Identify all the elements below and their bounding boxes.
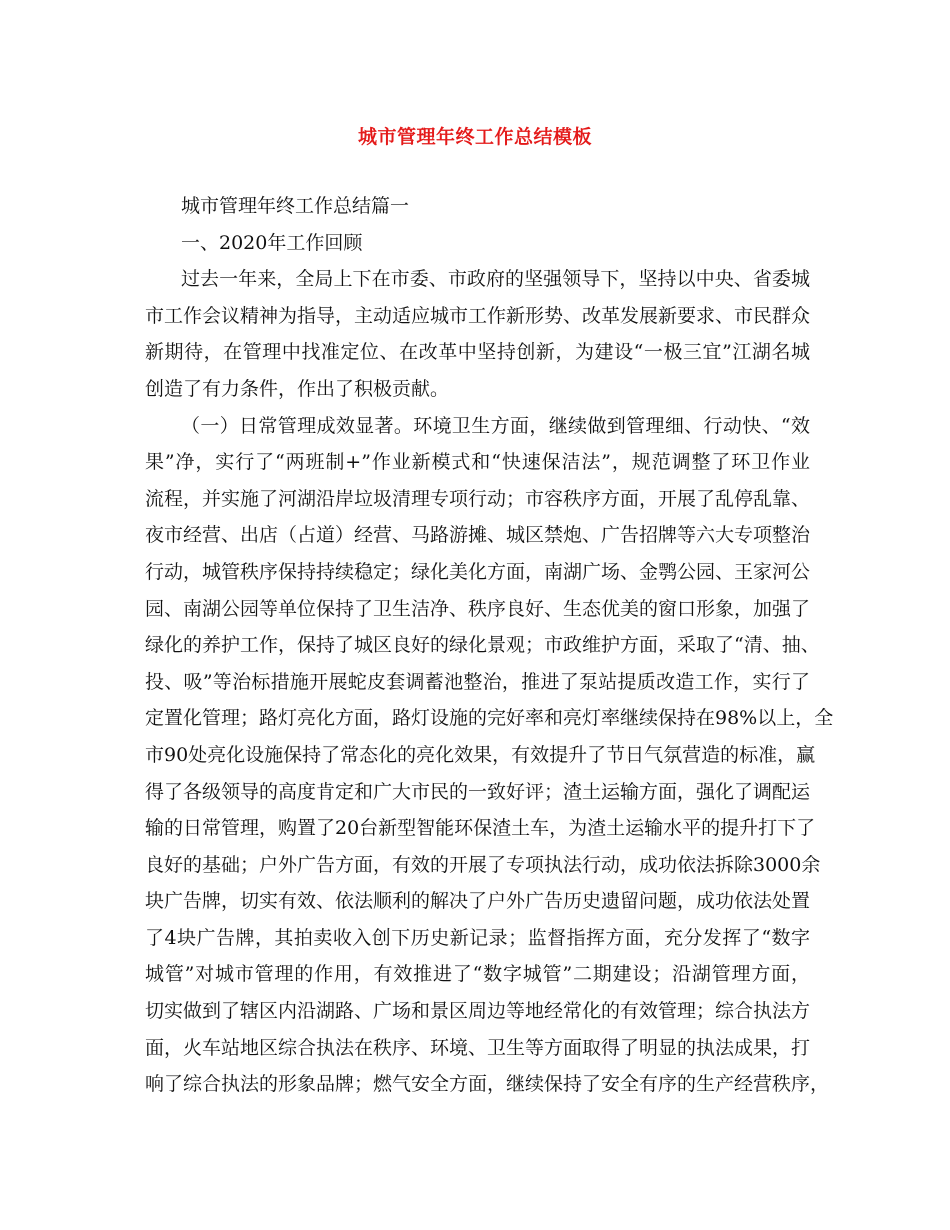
paragraph-line: 块广告牌，切实有效、依法顺利的解决了户外广告历史遗留问题，成功依法处置 [145, 890, 811, 913]
paragraph-line: 良好的基础；户外广告方面，有效的开展了专项执法行动，成功依法拆除3000余 [145, 853, 821, 876]
paragraph-line: 夜市经营、出店（占道）经营、马路游摊、城区禁炮、广告招牌等六大专项整治 [145, 524, 811, 547]
paragraph-line: 绿化的养护工作，保持了城区良好的绿化景观；市政维护方面，采取了“清、抽、 [145, 634, 820, 657]
paragraph-line: 园、南湖公园等单位保持了卫生洁净、秩序良好、生态优美的窗口形象，加强了 [145, 597, 811, 620]
paragraph-line: 城管”对城市管理的作用，有效推进了“数字城管”二期建设；沿湖管理方面， [145, 963, 810, 986]
paragraph-line: 响了综合执法的形象品牌；燃气安全方面，继续保持了安全有序的生产经营秩序， [145, 1073, 830, 1096]
document-body [145, 188, 834, 1103]
paragraph-line: 市90处亮化设施保持了常态化的亮化效果，有效提升了节日气氛营造的标准，赢 [145, 743, 816, 766]
paragraph-line: 新期待，在管理中找准定位、在改革中坚持创新，为建设“一极三宜”江湖名城 [145, 341, 810, 364]
paragraph-line: 创造了有力条件，作出了积极贡献。 [145, 377, 450, 400]
paragraph-line: （一）日常管理成效显著。环境卫生方面，继续做到管理细、行动快、“效 [181, 414, 810, 437]
document-title: 城市管理年终工作总结模板 [357, 126, 592, 148]
paragraph-line: 定置化管理；路灯亮化方面，路灯设施的完好率和亮灯率继续保持在98%以上，全 [145, 707, 834, 730]
paragraph-line: 一、2020年工作回顾 [181, 231, 363, 254]
paragraph-line: 了4块广告牌，其拍卖收入创下历史新记录；监督指挥方面，充分发挥了“数字 [145, 926, 810, 949]
paragraph-line: 流程，并实施了河湖沿岸垃圾清理专项行动；市容秩序方面，开展了乱停乱靠、 [145, 487, 811, 510]
paragraph-line: 城市管理年终工作总结篇一 [181, 195, 410, 217]
paragraph-line: 得了各级领导的高度肯定和广大市民的一致好评；渣土运输方面，强化了调配运 [145, 780, 811, 803]
paragraph-line: 面，火车站地区综合执法在秩序、环境、卫生等方面取得了明显的执法成果，打 [145, 1036, 811, 1059]
paragraph-line: 行动，城管秩序保持持续稳定；绿化美化方面，南湖广场、金鹗公园、王家河公 [145, 560, 811, 583]
paragraph-line: 过去一年来，全局上下在市委、市政府的坚强领导下，坚持以中央、省委城 [181, 268, 810, 291]
paragraph-line: 市工作会议精神为指导，主动适应城市工作新形势、改革发展新要求、市民群众 [145, 304, 811, 327]
paragraph-line: 果”净，实行了“两班制+”作业新模式和“快速保洁法”，规范调整了环卫作业 [145, 451, 810, 474]
paragraph-line: 切实做到了辖区内沿湖路、广场和景区周边等地经常化的有效管理；综合执法方 [145, 1000, 811, 1023]
paragraph-line: 输的日常管理，购置了20台新型智能环保渣土车，为渣土运输水平的提升打下了 [145, 817, 816, 840]
paragraph-line: 投、吸”等治标措施开展蛇皮套调蓄池整治，推进了泵站提质改造工作，实行了 [145, 670, 810, 693]
